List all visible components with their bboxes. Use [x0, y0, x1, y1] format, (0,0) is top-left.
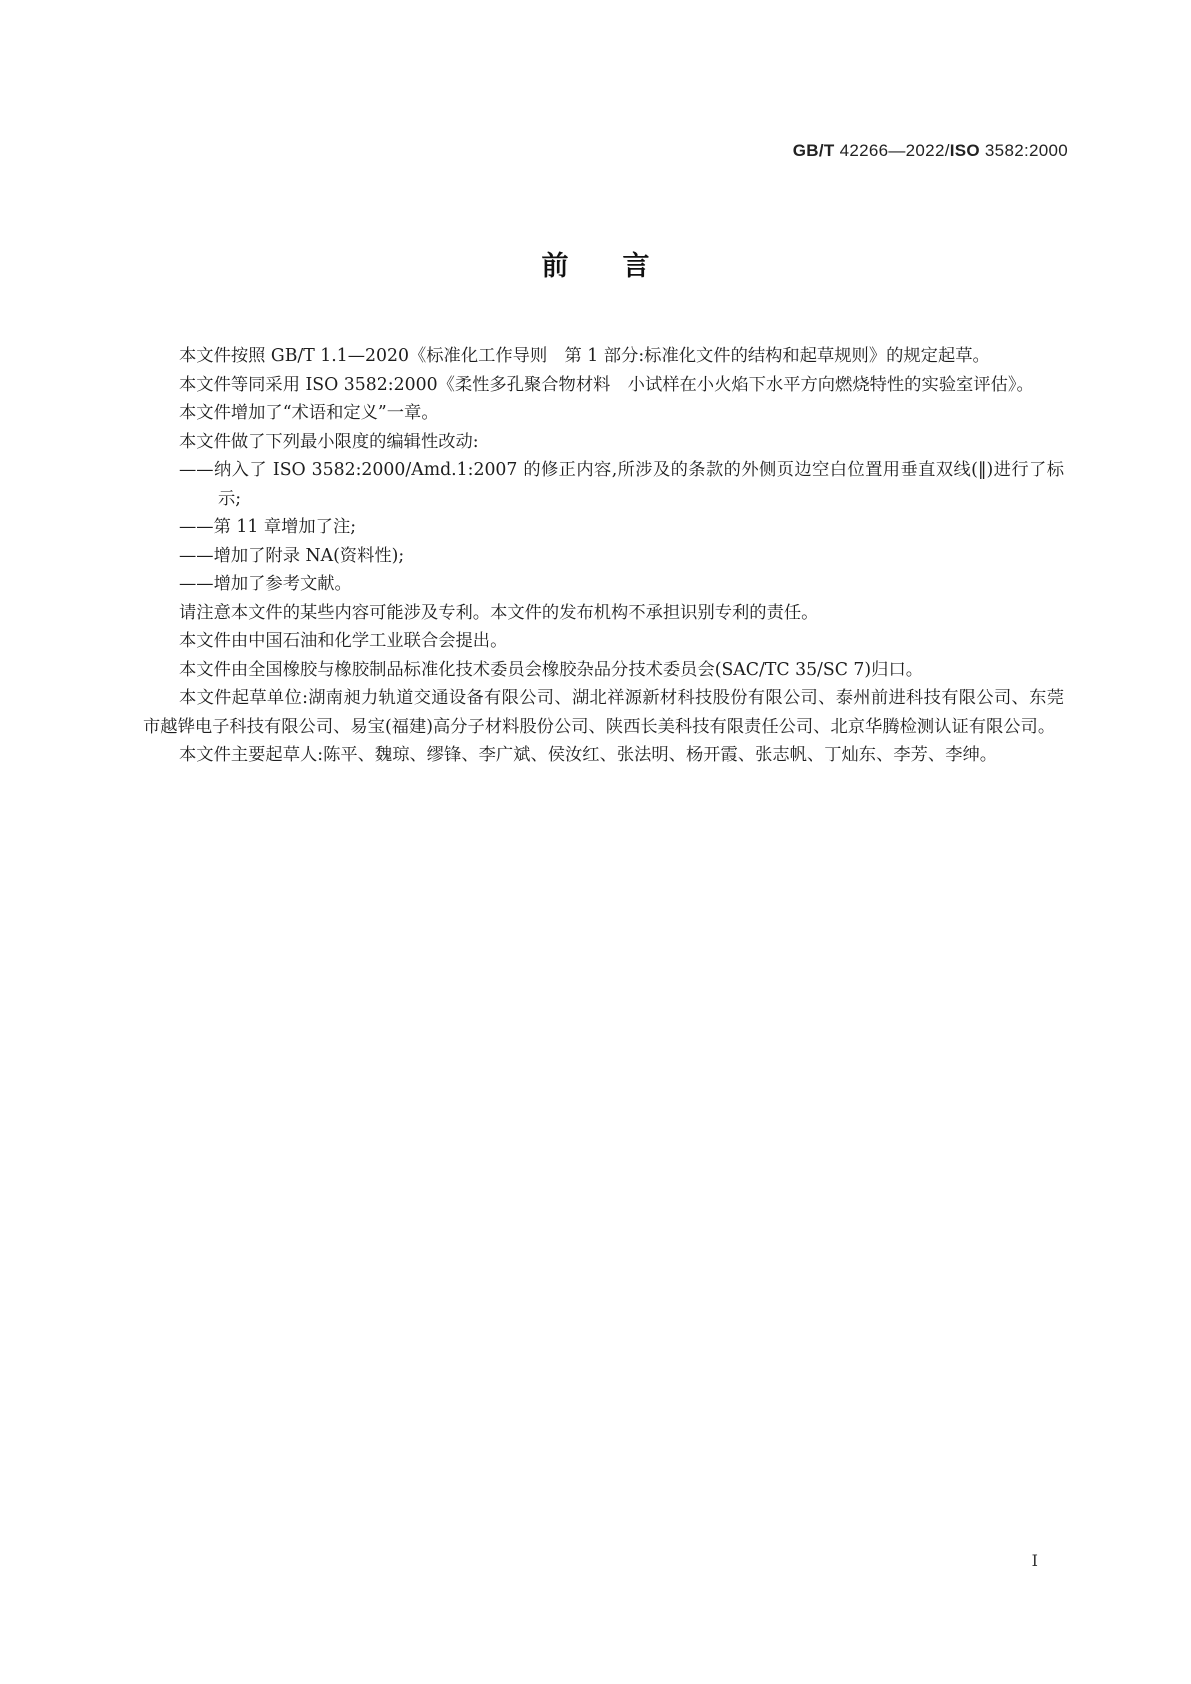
document-code-number: 42266—2022/ — [834, 141, 950, 160]
document-code-iso-number: 3582:2000 — [979, 141, 1068, 160]
paragraph-added-chapter: 本文件增加了“术语和定义”一章。 — [179, 403, 439, 423]
page-title: 前言 — [541, 251, 704, 282]
page-number: I — [1031, 1551, 1038, 1570]
document-code-prefix: GB/T — [792, 141, 835, 160]
change-item-note: ——第 11 章增加了注; — [179, 517, 357, 537]
change-item-bibliography: ——增加了参考文献。 — [179, 574, 352, 594]
paragraph-committee: 本文件由全国橡胶与橡胶制品标准化技术委员会橡胶杂品分技术委员会(SAC/TC 35/SC 7)归口。 — [179, 659, 924, 680]
document-code — [793, 141, 1068, 161]
paragraph-drafting-units: 本文件起草单位:湖南昶力轨道交通设备有限公司、湖北祥源新材科技股份有限公司、泰州前进科技有限公司、东莞市越铧电子科技有限公司、易宝(福建)高分子材料股份公司、陕西长美科技有限责任公司、北京华腾检测认证有限公司。 — [143, 688, 1064, 737]
change-item-annex: ——增加了附录 NA(资料性); — [179, 545, 405, 566]
paragraph-editorial-changes: 本文件做了下列最小限度的编辑性改动: — [179, 431, 479, 452]
foreword-body — [143, 342, 1064, 770]
paragraph-patent-notice: 请注意本文件的某些内容可能涉及专利。本文件的发布机构不承担识别专利的责任。 — [179, 602, 819, 623]
paragraph-proposer: 本文件由中国石油和化学工业联合会提出。 — [179, 631, 508, 651]
document-code-iso: ISO — [949, 141, 980, 160]
paragraph-drafters: 本文件主要起草人:陈平、魏琼、缪锋、李广斌、侯汝红、张法明、杨开霞、张志帆、丁灿东、李芳、李绅。 — [179, 745, 998, 765]
change-item-amendment: ——纳入了 ISO 3582:2000/Amd.1:2007 的修正内容,所涉及的条款的外侧页边空白位置用垂直双线(‖)进行了标示; — [179, 460, 1064, 509]
paragraph-adoption: 本文件等同采用 ISO 3582:2000《柔性多孔聚合物材料 小试样在小火焰下水平方向燃烧特性的实验室评估》。 — [179, 374, 1034, 395]
paragraph-drafting-rules: 本文件按照 GB/T 1.1—2020《标准化工作导则 第 1 部分:标准化文件的结构和起草规则》的规定起草。 — [179, 346, 990, 366]
